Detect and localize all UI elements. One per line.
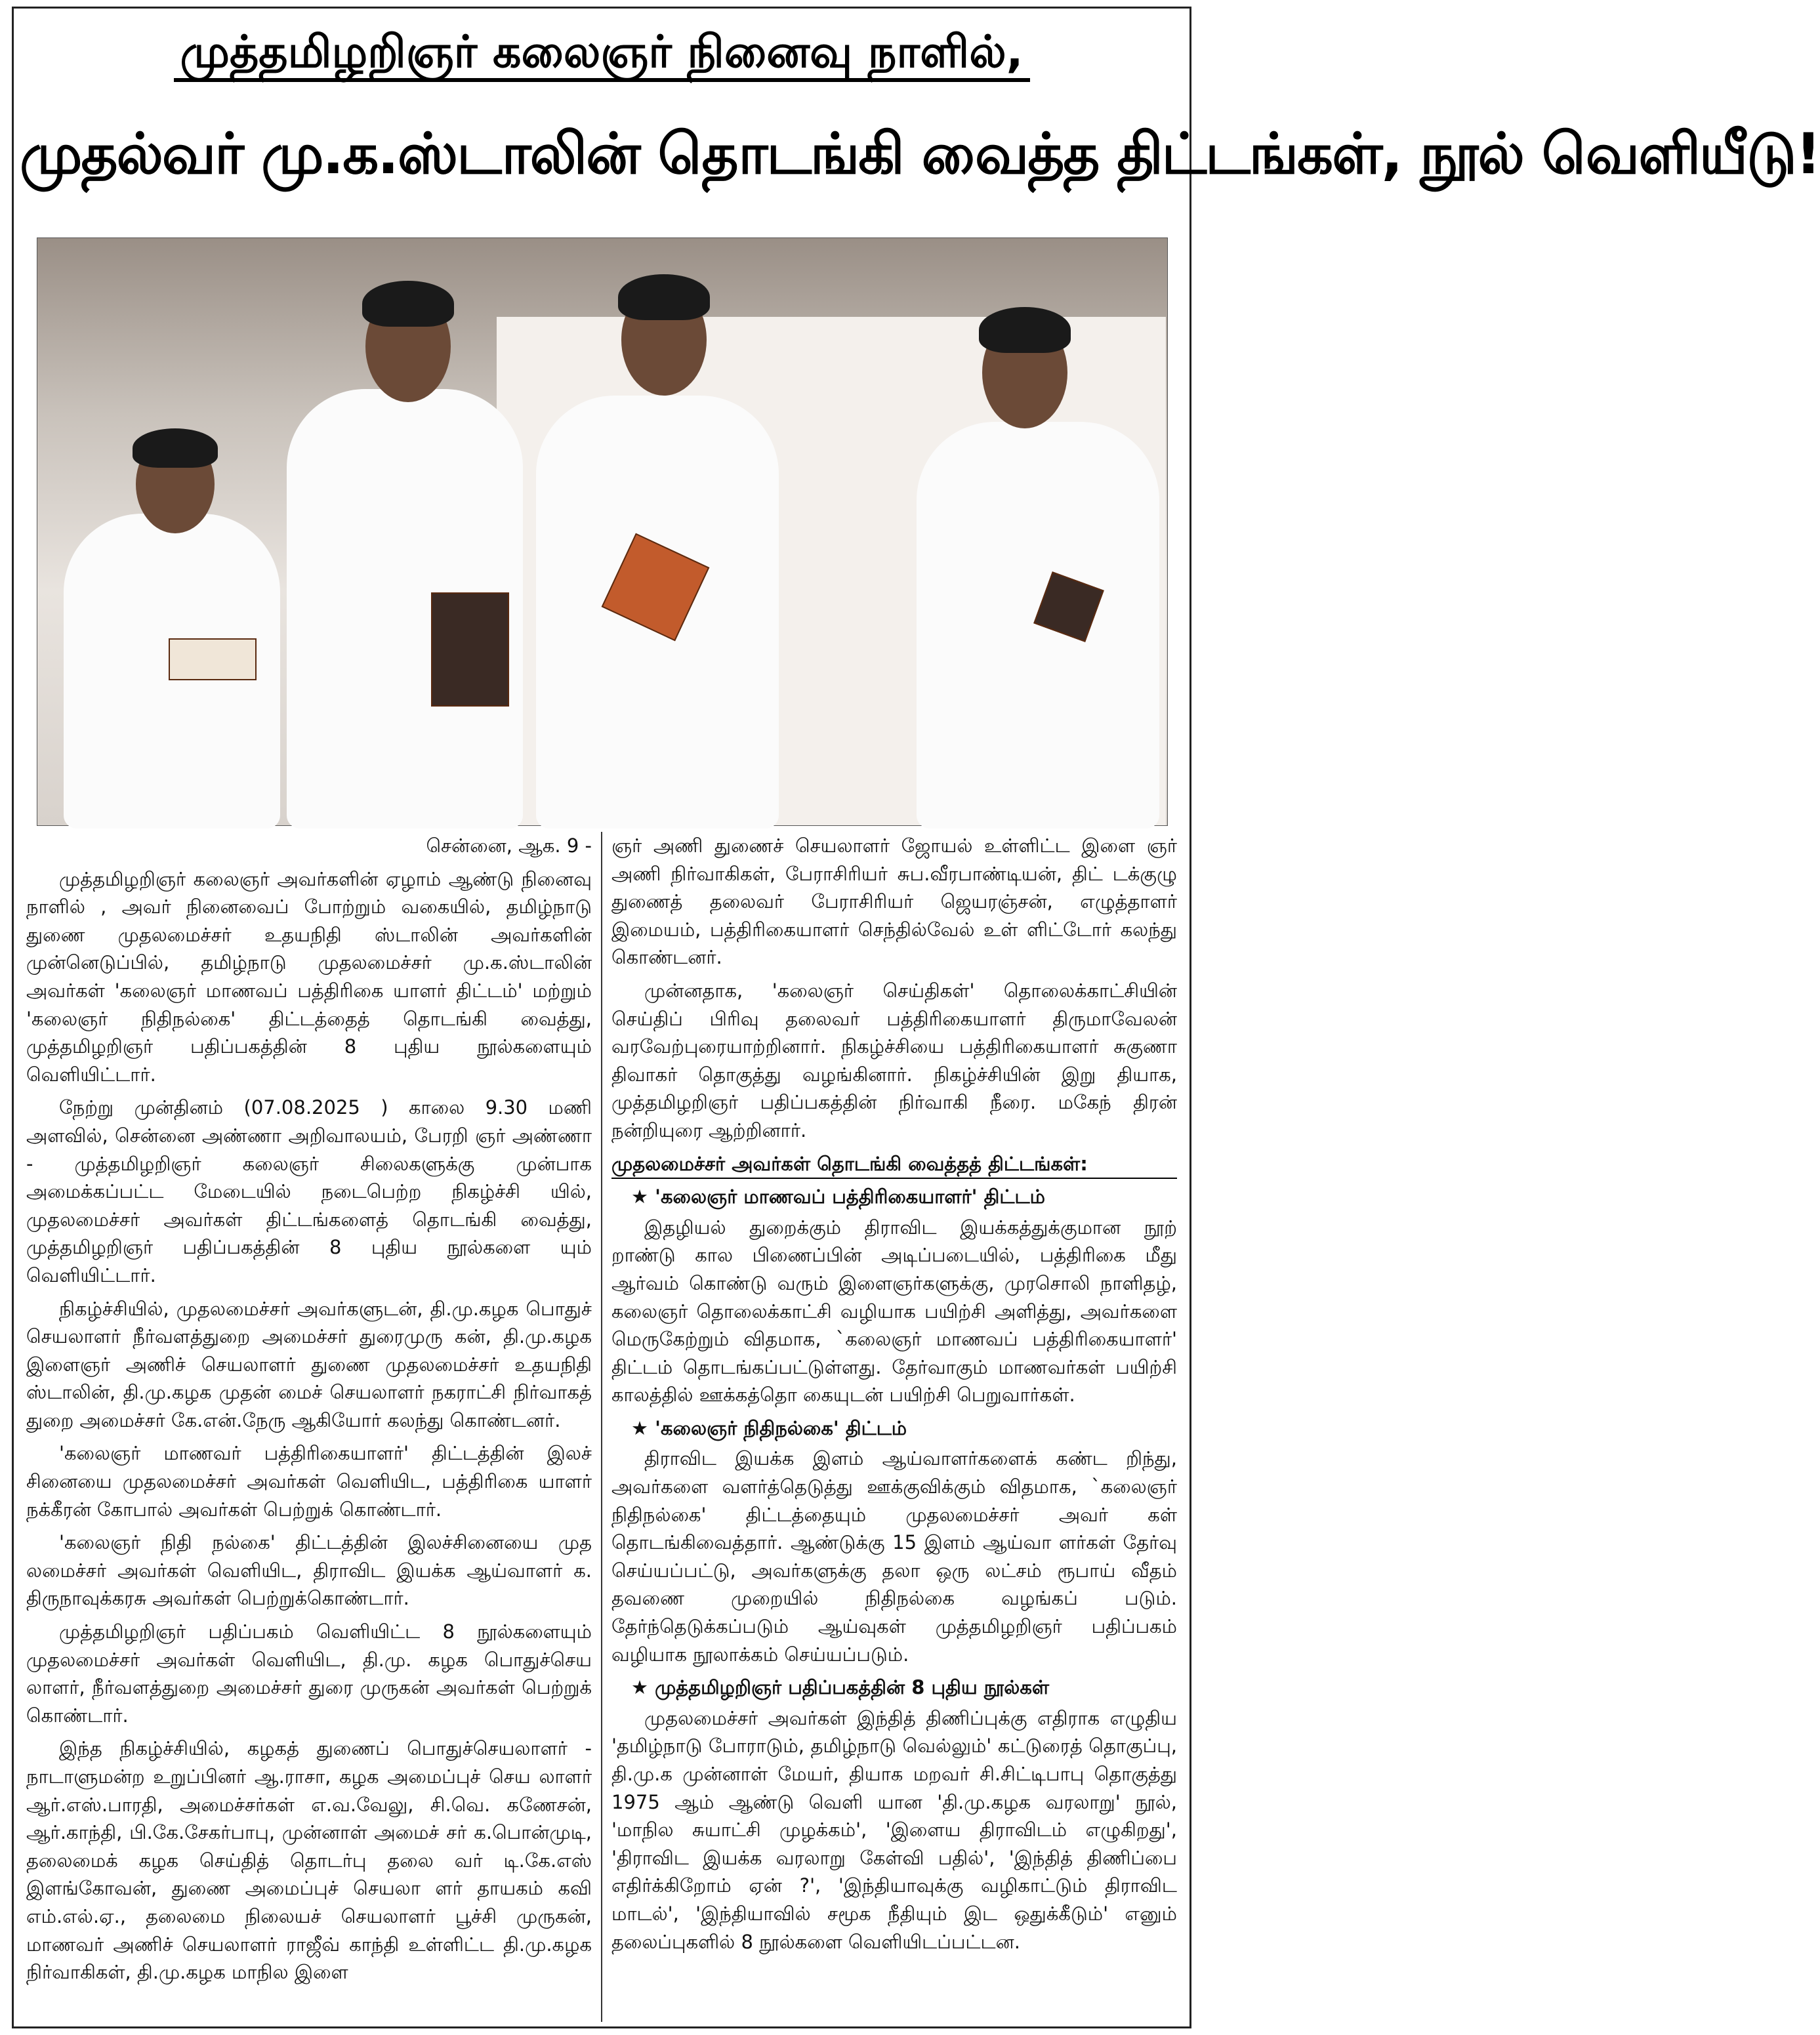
paragraph-continued: ஞர் அணி துணைச் செயலாளர் ஜோயல் உள்ளிட்ட இளை ஞர் அணி நிர்வாகிகள், பேராசிரியர் சுப.வீரபாண்டியன், திட் டக்குழு துணைத் தலைவர் பேராசிரியர் ஜெயரஞ்சன், எழுத்தாளர் இமையம், பத்திரிகையாளர் செந்தில்வேல் உள் ளிட்டோர் கலந்து கொண்டனர்.	[611, 834, 1177, 969]
paragraph-1: முத்தமிழறிஞர் கலைஞர் அவர்களின் ஏழாம் ஆண்டு நினைவு நாளில் , அவர் நினைவைப் போற்றும் வகையில், தமிழ்நாடு துணை முதலமைச்சர் உதயநிதி ஸ்டாலின் அவர்களின் முன்னெடுப்பில், தமிழ்நாடு முதலமைச்சர் மு.க.ஸ்டாலின் அவர்கள் 'கலைஞர் மாணவப் பத்திரிகை யாளர் திட்டம்' மற்றும் 'கலைஞர் நிதிநல்கை' திட்டத்தைத் தொடங்கி வைத்து, முத்தமிழறிஞர் பதிப்பகத்தின் 8 புதிய நூல்களையும் வெளியிட்டார்.	[26, 867, 592, 1086]
paragraph-2: நேற்று முன்தினம் (07.08.2025 ) காலை 9.30 மணி அளவில், சென்னை அண்ணா அறிவாலயம், பேரறி ஞர் அண்ணா - முத்தமிழறிஞர் கலைஞர் சிலைகளுக்கு முன்பாக அமைக்கப்பட்ட மேடையில் நடைபெற்ற நிகழ்ச்சி யில், முதலமைச்சர் அவர்கள் திட்டங்களைத் தொடங்கி வைத்து, முத்தமிழறிஞர் பதிப்பகத்தின் 8 புதிய நூல்களை யும் வெளியிட்டார்.	[26, 1096, 592, 1286]
paragraph-4: 'கலைஞர் மாணவர் பத்திரிகையாளர்' திட்டத்தின் இலச் சினையை முதலமைச்சர் அவர்கள் வெளியிட, பத்திரிகை யாளர் நக்கீரன் கோபால் அவர்கள் பெற்றுக் கொண்டார்.	[26, 1442, 592, 1521]
article-body	[26, 832, 1177, 2022]
article-column-right	[611, 832, 1177, 1961]
subheading-schemes: முதலமைச்சர் அவர்கள் தொடங்கி வைத்தத் திட்டங்கள்:	[611, 1150, 1177, 1180]
scheme-2-text: திராவிட இயக்க இளம் ஆய்வாளர்களைக் கண்ட றிந்து, அவர்களை வளர்த்தெடுத்து ஊக்குவிக்கும் விதமாக, `கலைஞர் நிதிநல்கை' திட்டத்தையும் முதலமைச்சர் அவர் கள் தொடங்கிவைத்தார். ஆண்டுக்கு 15 இளம் ஆய்வா ளர்கள் தேர்வு செய்யப்பட்டு, அவர்களுக்கு தலா ஒரு லட்சம் ரூபாய் வீதம் தவணை முறையில் நிதிநல்கை வழங்கப் படும். தேர்ந்தெடுக்கப்படும் ஆய்வுகள் முத்தமிழறிஞர் பதிப்பகம் வழியாக நூலாக்கம் செய்யப்படும்.	[611, 1447, 1177, 1666]
paragraph-5: 'கலைஞர் நிதி நல்கை' திட்டத்தின் இலச்சினையை முத லமைச்சர் அவர்கள் வெளியிட, திராவிட இயக்க ஆய்வாளர் க. திருநாவுக்கரசு அவர்கள் பெற்றுக்கொண்டார்.	[26, 1531, 592, 1610]
person-2-hair	[362, 281, 454, 327]
paragraph-6: முத்தமிழறிஞர் பதிப்பகம் வெளியிட்ட 8 நூல்களையும் முதலமைச்சர் அவர்கள் வெளியிட, தி.மு. கழக பொதுச்செய லாளர், நீர்வளத்துறை அமைச்சர் துரை முருகன் அவர்கள் பெற்றுக் கொண்டார்.	[26, 1620, 592, 1727]
book-2	[431, 592, 509, 707]
scheme-1-title: ★ 'கலைஞர் மாணவப் பத்திரிகையாளர்' திட்டம்	[631, 1185, 1045, 1208]
book-1	[169, 638, 257, 680]
person-4-hair	[979, 307, 1071, 353]
event-photo	[37, 237, 1168, 826]
books-text: முதலமைச்சர் அவர்கள் இந்தித் திணிப்புக்கு எதிராக எழுதிய 'தமிழ்நாடு போராடும், தமிழ்நாடு வெல்லும்' கட்டுரைத் தொகுப்பு, தி.மு.க முன்னாள் மேயர், தியாக மறவர் சி.சிட்டிபாபு தொகுத்து 1975 ஆம் ஆண்டு வெளி யான 'தி.மு.கழக வரலாறு' நூல், 'மாநில சுயாட்சி முழக்கம்', 'இளைய திராவிடம் எழுகிறது', 'திராவிட இயக்க வரலாறு கேள்வி பதில்', 'இந்தித் திணிப்பை எதிர்க்கிறோம் ஏன் ?', 'இந்தியாவுக்கு வழிகாட்டும் திராவிட மாடல்', 'இந்தியாவில் சமூக நீதியும் இட ஒதுக்கீடும்' எனும் தலைப்புகளில் 8 நூல்களை வெளியிடப்பட்டன.	[611, 1706, 1177, 1953]
paragraph-welcome: முன்னதாக, 'கலைஞர் செய்திகள்' தொலைக்காட்சியின் செய்திப் பிரிவு தலைவர் பத்திரிகையாளர் திருமாவேலன் வரவேற்புரையாற்றினார். நிகழ்ச்சியை பத்திரிகையாளர் சுகுணா திவாகர் தொகுத்து வழங்கினார். நிகழ்ச்சியின் இறு தியாக, முத்தமிழறிஞர் பதிப்பகத்தின் நிர்வாகி நீரை. மகேந் திரன் நன்றியுரை ஆற்றினார்.	[611, 979, 1177, 1141]
paragraph-7: இந்த நிகழ்ச்சியில், கழகத் துணைப் பொதுச்செயலாளர் - நாடாளுமன்ற உறுப்பினர் ஆ.ராசா, கழக அமைப்புச் செய லாளர் ஆர்.எஸ்.பாரதி, அமைச்சர்கள் எ.வ.வேலு, சி.வெ. கணேசன், ஆர்.காந்தி, பி.கே.சேகர்பாபு, முன்னாள் அமைச் சர் க.பொன்முடி, தலைமைக் கழக செய்தித் தொடர்பு தலை வர் டி.கே.எஸ் இளங்கோவன், துணை அமைப்புச் செயலா ளர் தாயகம் கவி எம்.எல்.ஏ., தலைமை நிலையச் செயலாளர் பூச்சி முருகன், மாணவர் அணிச் செயலாளர் ராஜீவ் காந்தி உள்ளிட்ட தி.மு.கழக நிர்வாகிகள், தி.மு.கழக மாநில இளை	[26, 1737, 592, 1984]
headline-line-2: முதல்வர் மு.க.ஸ்டாலின் தொடங்கி வைத்த திட்டங்கள், நூல் வெளியீடு!	[20, 121, 1820, 187]
column-divider	[601, 832, 602, 2022]
scheme-1-text: இதழியல் துறைக்கும் திராவிட இயக்கத்துக்குமான நூற் றாண்டு கால பிணைப்பின் அடிப்படையில், பத்திரிகை மீது ஆர்வம் கொண்டு வரும் இளைஞர்களுக்கு, முரசொலி நாளிதழ், கலைஞர் தொலைக்காட்சி வழியாக பயிற்சி அளித்து, அவர்களை மெருகேற்றும் விதமாக, `கலைஞர் மாணவப் பத்திரிகையாளர்' திட்டம் தொடங்கப்பட்டுள்ளது. தேர்வாகும் மாணவர்கள் பயிற்சி காலத்தில் ஊக்கத்தொ கையுடன் பயிற்சி பெறுவார்கள்.	[611, 1216, 1177, 1407]
scheme-2-title: ★ 'கலைஞர் நிதிநல்கை' திட்டம்	[631, 1416, 907, 1439]
person-3-hair	[618, 274, 710, 320]
headline-line-1: முத்தமிழறிஞர் கலைஞர் நினைவு நாளில்,	[20, 20, 1184, 85]
article-column-left	[26, 832, 592, 1992]
person-1-hair	[133, 428, 218, 468]
dateline: சென்னை, ஆக. 9 -	[426, 834, 592, 857]
person-4	[917, 422, 1159, 829]
books-title: ★ முத்தமிழறிஞர் பதிப்பகத்தின் 8 புதிய நூல்கள்	[631, 1676, 1050, 1699]
paragraph-3: நிகழ்ச்சியில், முதலமைச்சர் அவர்களுடன், தி.மு.கழக பொதுச் செயலாளர் நீர்வளத்துறை அமைச்சர் துரைமுரு கன், தி.மு.கழக இளைஞர் அணிச் செயலாளர் துணை முதலமைச்சர் உதயநிதி ஸ்டாலின், தி.மு.கழக முதன் மைச் செயலாளர் நகராட்சி நிர்வாகத் துறை அமைச்சர் கே.என்.நேரு ஆகியோர் கலந்து கொண்டனர்.	[26, 1297, 592, 1431]
